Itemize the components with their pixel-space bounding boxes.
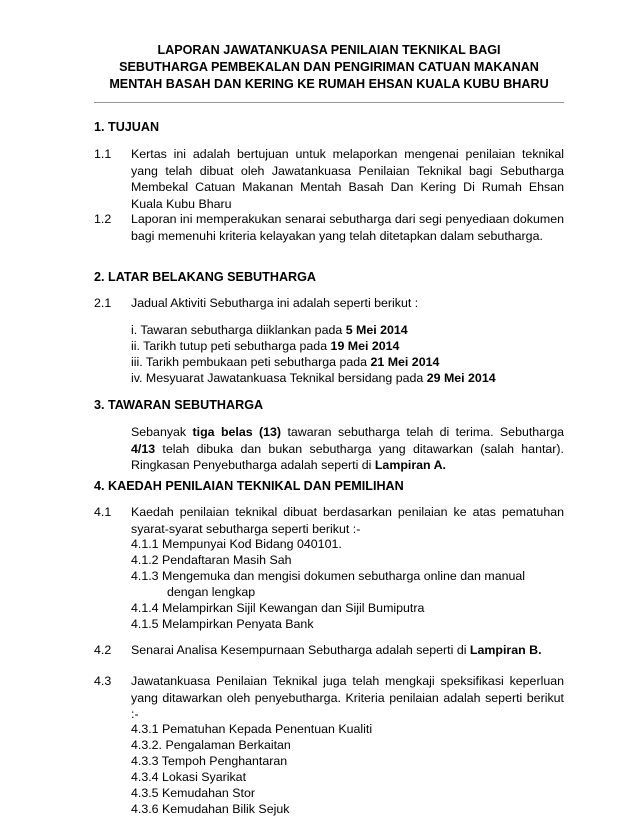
paragraph-4-1 [94,504,564,537]
paragraph-text: Senarai Analisa Kesempurnaan Sebutharga adalah seperti di Lampiran B. [131,643,542,657]
paragraph-4-3 [94,673,564,723]
paragraph-number: 4.3 [94,674,112,688]
list-item: 4.3.4 Lokasi Syarikat [131,770,247,784]
title-line-2: SEBUTHARGA PEMBEKALAN DAN PENGIRIMAN CATUAN MAKANAN [119,60,539,74]
section-1-heading: 1. TUJUAN [94,120,160,134]
title-line-1: LAPORAN JAWATANKUASA PENILAIAN TEKNIKAL BAGI [157,43,501,57]
list-item: 4.3.2. Pengalaman Berkaitan [131,738,291,752]
paragraph-text: Laporan ini memperakukan senarai sebutharga dari segi penyediaan dokumen bagi memenuhi kriteria kelayakan yang telah ditetapkan dalam sebutharga. [131,212,564,243]
list-item-text: 4.1.3 Mengemuka dan mengisi dokumen sebutharga online dan manual [131,569,526,583]
list-item: i. Tawaran sebutharga diiklankan pada 5 Mei 2014 [131,323,408,337]
paragraph-number: 1.2 [94,212,112,226]
paragraph-1-1 [94,146,564,212]
list-item: ii. Tarikh tutup peti sebutharga pada 19 Mei 2014 [131,339,400,353]
paragraph-2-1 [94,295,564,312]
paragraph-text: Jawatankuasa Penilaian Teknikal juga telah mengkaji speksifikasi keperluan yang ditawarkan oleh penyebutharga. Kriteria penilaian adalah seperti berikut :- [131,674,564,721]
section-2-heading: 2. LATAR BELAKANG SEBUTHARGA [94,270,317,284]
list-item: 4.3.5 Kemudahan Stor [131,786,255,800]
list-item: 4.1.1 Mempunyai Kod Bidang 040101. [131,537,342,551]
list-item: iv. Mesyuarat Jawatankuasa Teknikal bersidang pada 29 Mei 2014 [131,371,496,385]
list-item: 4.3.3 Tempoh Penghantaran [131,754,288,768]
section-3-heading: 3. TAWARAN SEBUTHARGA [94,398,264,412]
paragraph-number: 4.2 [94,643,112,657]
paragraph-1-2 [94,211,564,244]
paragraph-number: 2.1 [94,296,112,310]
paragraph-4-2 [94,642,564,659]
section-4-heading: 4. KAEDAH PENILAIAN TEKNIKAL DAN PEMILIHAN [94,479,404,493]
paragraph-text: Kertas ini adalah bertujuan untuk melaporkan mengenai penilaian teknikal yang telah dibuat oleh Jawatankuasa Penilaian Teknikal bagi Sebutharga Membekal Catuan Makanan Mentah Basah Dan Kering Di Rumah Ehsan Kuala Kubu Bharu [131,147,564,211]
paragraph-number: 1.1 [94,147,112,161]
list-item-continuation: dengan lengkap [167,585,256,599]
list-item: 4.1.2 Pendaftaran Masih Sah [131,553,292,567]
document-title [94,42,564,93]
paragraph-text: Kaedah penilaian teknikal dibuat berdasarkan penilaian ke atas pematuhan syarat-syarat sebutharga seperti berikut :- [131,505,564,536]
title-line-3: MENTAH BASAH DAN KERING KE RUMAH EHSAN KUALA KUBU BHARU [109,77,549,91]
list-item: 4.1.4 Melampirkan Sijil Kewangan dan Sijil Bumiputra [131,601,425,615]
list-item: 4.3.1 Pematuhan Kepada Penentuan Kualiti [131,722,373,736]
list-item: 4.1.5 Melampirkan Penyata Bank [131,617,314,631]
list-item: iii. Tarikh pembukaan peti sebutharga pada 21 Mei 2014 [131,355,440,369]
paragraph-text: Jadual Aktiviti Sebutharga ini adalah seperti berikut : [131,296,419,310]
paragraph-number: 4.1 [94,505,112,519]
paragraph-3: Sebanyak tiga belas (13) tawaran sebutharga telah di terima. Sebutharga 4/13 telah dibuka dan bukan sebutharga yang ditawarkan (salah hantar). Ringkasan Penyebutharga adalah seperti di Lampiran A. [131,425,564,472]
list-item [131,568,564,585]
list-item: 4.3.6 Kemudahan Bilik Sejuk [131,802,290,816]
title-divider [94,102,564,103]
